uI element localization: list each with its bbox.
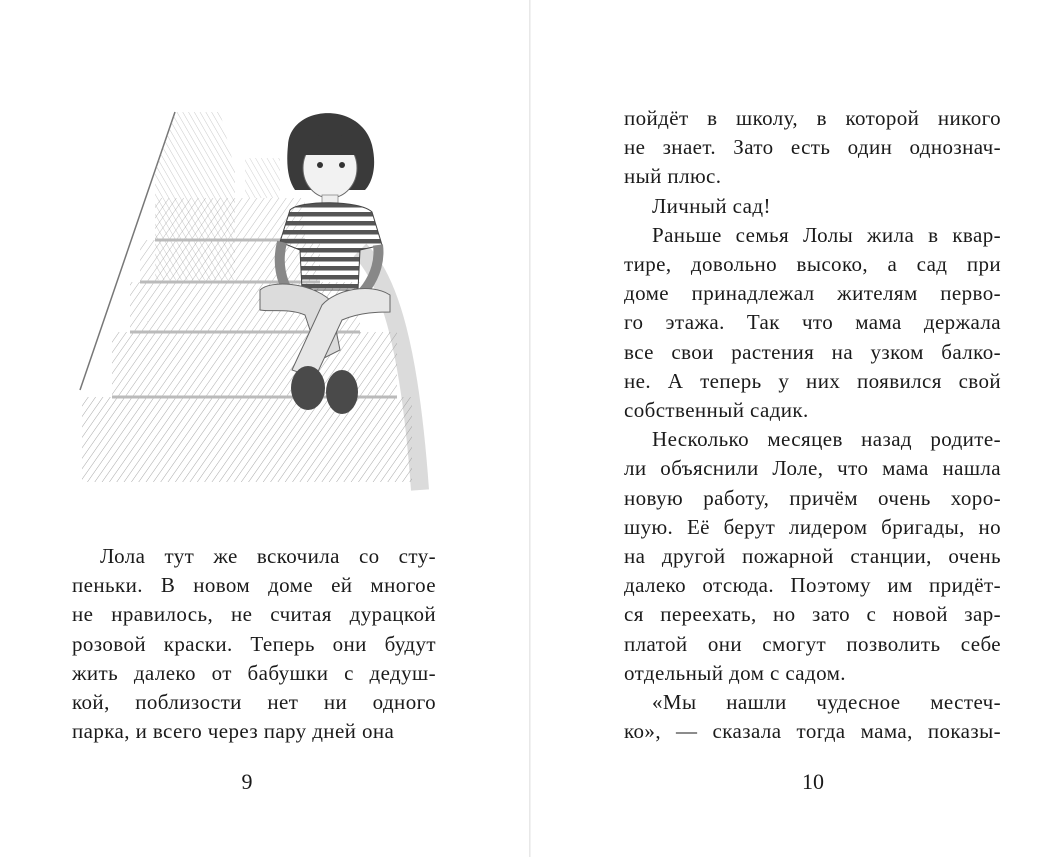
text-line: все свои растения на узком балко- (624, 339, 1001, 364)
paragraph (624, 104, 1001, 192)
text-line: не. А теперь у них появился свой (624, 368, 1001, 393)
text-line: не нравилось, не считая дурацкой (72, 602, 436, 627)
text-line: Лола тут же вскочила со сту- (100, 544, 436, 568)
text-line: парка, и всего через пару дней она (72, 719, 395, 744)
right-page-text (624, 104, 1001, 746)
text-line: далеко отсюда. Поэтому им придёт- (624, 573, 1001, 598)
paragraph (624, 192, 1001, 221)
text-line: Раньше семья Лолы жила в квар- (652, 222, 1001, 247)
text-line: розовой краски. Теперь они будут (72, 631, 436, 656)
text-line: платой они смогут позволить себе (624, 631, 1001, 656)
text-line: Личный сад! (652, 193, 771, 218)
page-number: 10 (802, 769, 824, 794)
text-line: на другой пожарной станции, очень (624, 544, 1001, 569)
text-line: шую. Её берут лидером бригады, но (624, 514, 1001, 539)
paragraph (72, 542, 436, 746)
text-line: пеньки. В новом доме ей многое (72, 573, 436, 598)
girl-on-steps-illustration (60, 50, 430, 510)
paragraph (624, 425, 1001, 688)
text-line: ко», — сказала тогда мама, показы- (624, 719, 1001, 744)
left-page-text (72, 542, 436, 746)
left-page (0, 0, 529, 857)
text-line: собственный садик. (624, 398, 809, 423)
text-line: доме принадлежал жителям перво- (624, 281, 1001, 306)
text-line: кой, поблизости нет ни одного (72, 690, 436, 715)
paragraph (624, 688, 1001, 746)
text-line: тире, довольно высоко, а сад при (624, 252, 1001, 277)
text-line: жить далеко от бабушки с дедуш- (72, 660, 436, 685)
text-line: ли объяснили Лоле, что мама нашла (624, 456, 1001, 481)
text-line: пойдёт в школу, в которой никого (624, 106, 1001, 130)
text-line: отдельный дом с садом. (624, 660, 846, 685)
text-line: «Мы нашли чудесное местеч- (652, 690, 1001, 715)
text-line: го этажа. Так что мама держала (624, 310, 1001, 335)
text-line: не знает. Зато есть один однознач- (624, 135, 1001, 160)
text-line: ный плюс. (624, 164, 722, 189)
page-number: 9 (241, 769, 253, 794)
text-line: Несколько месяцев назад родите- (652, 427, 1001, 452)
text-line: ся переехать, но зато с новой зар- (624, 602, 1001, 627)
paragraph (624, 221, 1001, 425)
text-line: новую работу, причём очень хоро- (624, 485, 1001, 510)
